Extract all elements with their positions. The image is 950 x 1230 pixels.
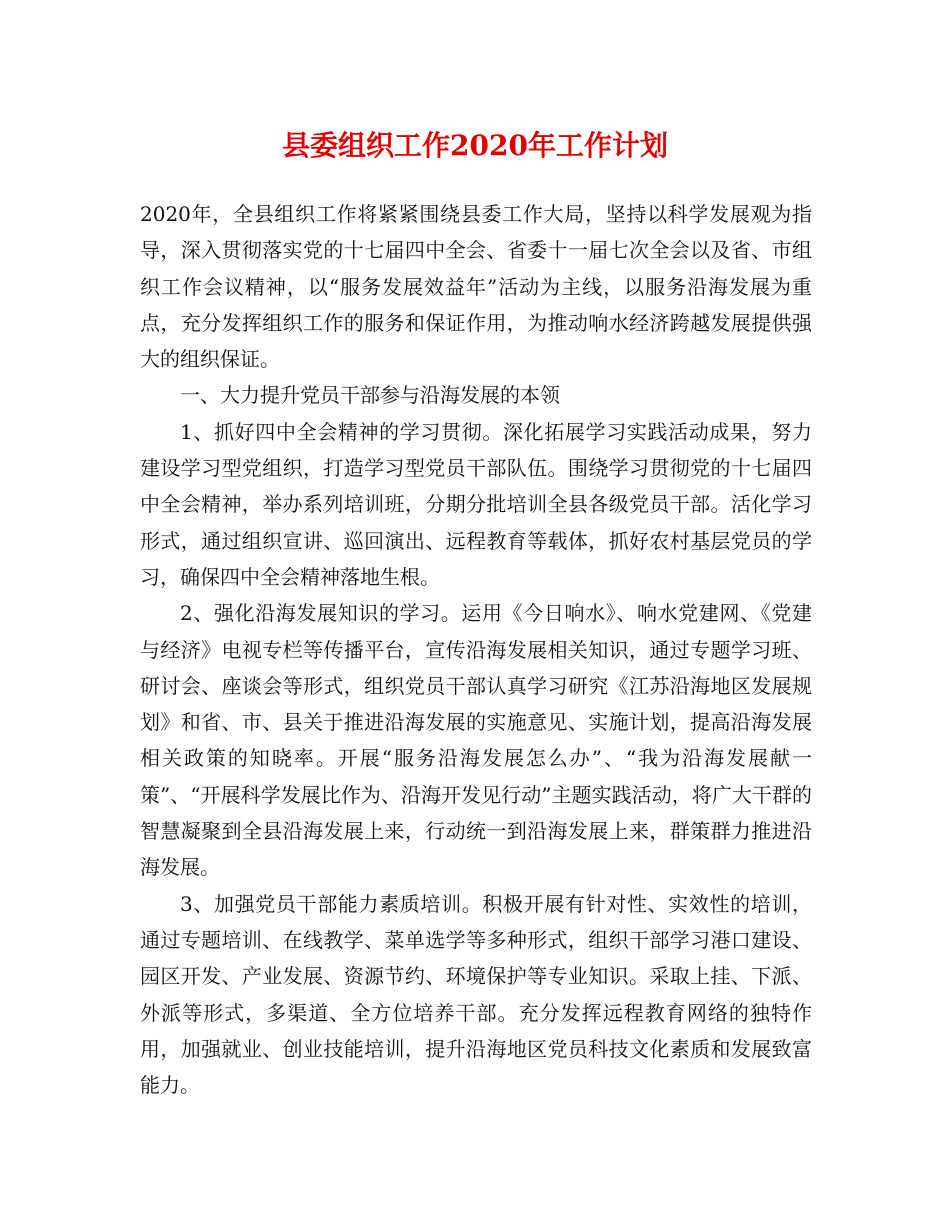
document-body <box>140 196 812 1103</box>
paragraph-item-1: 1、抓好四中全会精神的学习贯彻。深化拓展学习实践活动成果，努力建设学习型党组织，打造学习型党员干部队伍。围绕学习贯彻党的十七届四中全会精神，举办系列培训班，分期分批培训全县各级党员干部。活化学习形式，通过组织宣讲、巡回演出、远程教育等载体，抓好农村基层党员的学习，确保四中全会精神落地生根。 <box>140 419 812 589</box>
paragraph-item-2: 2、强化沿海发展知识的学习。运用《今日响水》、响水党建网、《党建与经济》电视专栏等传播平台，宣传沿海发展相关知识，通过专题学习班、研讨会、座谈会等形式，组织党员干部认真学习研究《江苏沿海地区发展规划》和省、市、县关于推进沿海发展的实施意见、实施计划，提高沿海发展相关政策的知晓率。开展“服务沿海发展怎么办”、“我为沿海发展献一策”、“开展科学发展比作为、沿海开发见行动”主题实践活动，将广大干群的智慧凝聚到全县沿海发展上来，行动统一到沿海发展上来，群策群力推进沿海发展。 <box>140 601 812 880</box>
document-title: 县委组织工作2020年工作计划 <box>282 129 668 162</box>
paragraph-item-3: 3、加强党员干部能力素质培训。积极开展有针对性、实效性的培训，通过专题培训、在线教学、菜单选学等多种形式，组织干部学习港口建设、园区开发、产业发展、资源节约、环境保护等专业知识。采取上挂、下派、外派等形式，多渠道、全方位培养干部。充分发挥远程教育网络的独特作用，加强就业、创业技能培训，提升沿海地区党员科技文化素质和发展致富能力。 <box>140 891 812 1098</box>
intro-paragraph: 2020年，全县组织工作将紧紧围绕县委工作大局，坚持以科学发展观为指导，深入贯彻落实党的十七届四中全会、省委十一届七次全会以及省、市组织工作会议精神，以“服务发展效益年”活动为主线，以服务沿海发展为重点，充分发挥组织工作的服务和保证作用，为推动响水经济跨越发展提供强大的组织保证。 <box>140 202 812 372</box>
section-heading-1: 一、大力提升党员干部参与沿海发展的本领 <box>180 383 560 408</box>
